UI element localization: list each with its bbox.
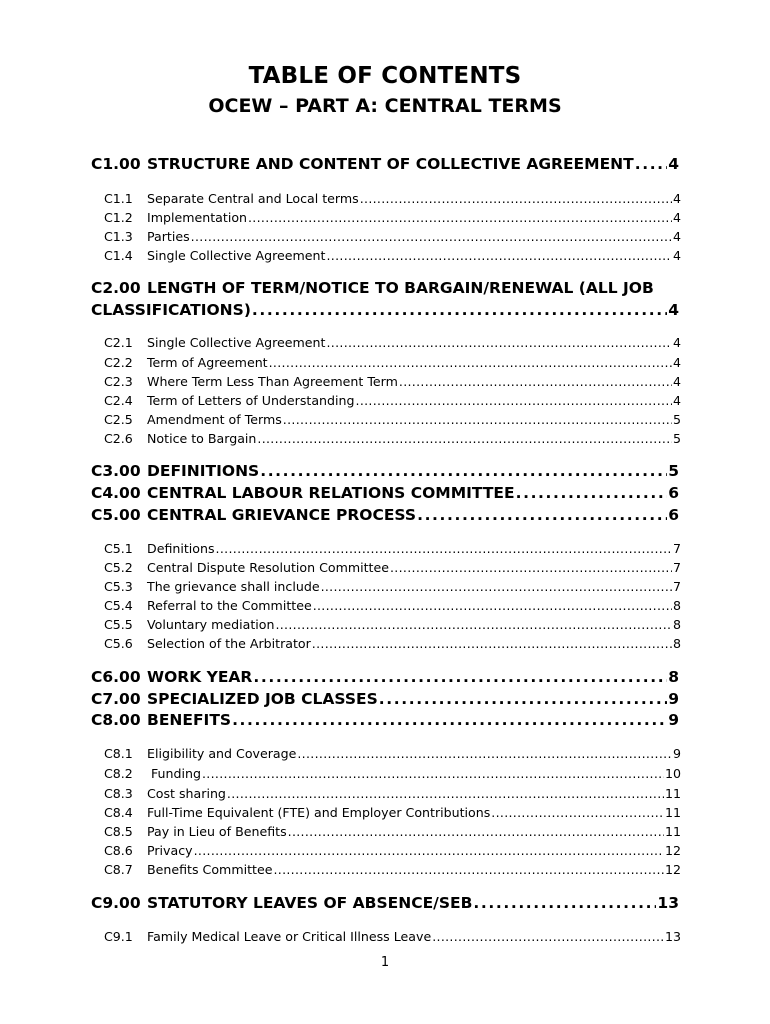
item-page: 12 — [664, 843, 681, 858]
dot-leader — [216, 539, 672, 558]
page-number: 1 — [380, 955, 390, 970]
toc-item[interactable] — [104, 333, 681, 352]
item-number: C1.2 — [104, 210, 133, 225]
toc-item[interactable] — [104, 860, 681, 879]
section-number: C9.00 — [91, 894, 141, 912]
toc-item[interactable] — [104, 927, 681, 946]
item-number: C8.5 — [104, 824, 133, 839]
dot-leader — [516, 482, 668, 504]
section-title: DEFINITIONS — [147, 462, 260, 480]
item-title: Implementation — [147, 210, 247, 225]
item-title: The grievance shall include — [147, 579, 320, 594]
dot-leader — [399, 372, 672, 391]
item-number: C2.5 — [104, 412, 133, 427]
toc-item[interactable] — [104, 372, 681, 391]
item-page: 13 — [664, 929, 681, 944]
item-title: Amendment of Terms — [147, 412, 282, 427]
section-number: C4.00 — [91, 484, 141, 502]
document-subtitle: OCEW – PART A: CENTRAL TERMS — [208, 95, 562, 117]
section-title: STRUCTURE AND CONTENT OF COLLECTIVE AGREEMENT — [147, 155, 634, 173]
toc-item[interactable] — [104, 227, 681, 246]
item-page: 7 — [672, 541, 681, 556]
item-title: Single Collective Agreement — [147, 335, 326, 350]
section-title: BENEFITS — [147, 711, 232, 729]
toc-item[interactable] — [104, 429, 681, 448]
item-title: Term of Letters of Understanding — [147, 393, 355, 408]
item-page: 4 — [672, 210, 681, 225]
item-page: 5 — [672, 412, 681, 427]
dot-leader — [360, 189, 672, 208]
item-page: 11 — [664, 786, 681, 801]
item-page: 8 — [672, 617, 681, 632]
item-title: Privacy — [147, 843, 193, 858]
dot-leader — [275, 615, 672, 634]
item-page: 4 — [672, 374, 681, 389]
toc-item[interactable] — [104, 822, 681, 841]
item-title: Eligibility and Coverage — [147, 746, 297, 761]
item-page: 11 — [664, 824, 681, 839]
dot-leader — [248, 208, 672, 227]
item-page: 7 — [672, 579, 681, 594]
item-title: Pay in Lieu of Benefits — [147, 824, 287, 839]
item-title: Definitions — [147, 541, 215, 556]
item-number: C8.3 — [104, 786, 133, 801]
section-page: 8 — [668, 668, 679, 686]
toc-item[interactable] — [104, 246, 681, 265]
dot-leader — [491, 803, 664, 822]
item-title: Separate Central and Local terms — [147, 191, 359, 206]
section-number: C8.00 — [91, 711, 141, 729]
toc-item[interactable] — [104, 208, 681, 227]
item-title: Where Term Less Than Agreement Term — [147, 374, 398, 389]
item-number: C8.7 — [104, 862, 133, 877]
dot-leader — [417, 504, 667, 526]
item-number: C5.2 — [104, 560, 133, 575]
item-title: Selection of the Arbitrator — [147, 636, 311, 651]
toc-item[interactable] — [104, 391, 681, 410]
item-page: 8 — [672, 598, 681, 613]
toc-section-c8[interactable] — [91, 709, 679, 731]
item-number: C8.4 — [104, 805, 133, 820]
item-title: Parties — [147, 229, 190, 244]
item-number: C1.4 — [104, 248, 133, 263]
item-number: C5.5 — [104, 617, 133, 632]
dot-leader — [312, 634, 672, 653]
section-number: C1.00 — [91, 155, 141, 173]
item-page: 11 — [664, 805, 681, 820]
dot-leader — [326, 246, 672, 265]
section-number: C6.00 — [91, 668, 141, 686]
section-page: 6 — [668, 506, 679, 524]
toc-item[interactable] — [104, 539, 681, 558]
dot-leader — [321, 577, 672, 596]
item-number: C1.1 — [104, 191, 133, 206]
toc-item[interactable] — [104, 558, 681, 577]
item-page: 4 — [672, 355, 681, 370]
dot-leader — [473, 892, 656, 914]
item-title: Term of Agreement — [147, 355, 268, 370]
item-title: Funding — [147, 766, 201, 781]
dot-leader — [202, 764, 664, 783]
item-page: 4 — [672, 393, 681, 408]
toc-item[interactable] — [104, 615, 681, 634]
dot-leader — [356, 391, 672, 410]
section-number: C2.00 — [91, 279, 141, 297]
item-page: 4 — [672, 229, 681, 244]
section-page: 9 — [668, 711, 679, 729]
section-page: 9 — [668, 690, 679, 708]
item-number: C2.2 — [104, 355, 133, 370]
toc-item[interactable] — [104, 841, 681, 860]
section-title-continued: CLASSIFICATIONS) — [91, 301, 251, 319]
section-page: 5 — [668, 462, 679, 480]
item-number: C1.3 — [104, 229, 133, 244]
item-page: 7 — [672, 560, 681, 575]
item-page: 8 — [672, 636, 681, 651]
toc-section-c7[interactable] — [91, 688, 679, 710]
toc-section-c1[interactable] — [91, 153, 679, 175]
section-page: 4 — [668, 301, 679, 319]
dot-leader — [432, 927, 664, 946]
dot-leader — [283, 410, 672, 429]
toc-item[interactable] — [104, 803, 681, 822]
toc-item[interactable] — [104, 577, 681, 596]
item-title: Cost sharing — [147, 786, 226, 801]
item-number: C2.4 — [104, 393, 133, 408]
item-number: C5.6 — [104, 636, 133, 651]
dot-leader — [253, 666, 667, 688]
dot-leader — [273, 860, 664, 879]
item-number: C5.4 — [104, 598, 133, 613]
toc-item[interactable] — [104, 784, 681, 803]
dot-leader — [390, 558, 672, 577]
item-title: Benefits Committee — [147, 862, 273, 877]
document-title: TABLE OF CONTENTS — [248, 63, 522, 89]
item-title: Central Dispute Resolution Committee — [147, 560, 389, 575]
item-title: Full-Time Equivalent (FTE) and Employer Contributions — [147, 805, 491, 820]
dot-leader — [635, 153, 667, 175]
toc-item[interactable] — [104, 353, 681, 372]
section-title: LENGTH OF TERM/NOTICE TO BARGAIN/RENEWAL (ALL JOB — [147, 279, 654, 297]
section-number: C7.00 — [91, 690, 141, 708]
section-title: CENTRAL GRIEVANCE PROCESS — [147, 506, 417, 524]
section-page: 4 — [668, 155, 679, 173]
section-number: C5.00 — [91, 506, 141, 524]
item-number: C5.3 — [104, 579, 133, 594]
item-page: 9 — [672, 746, 681, 761]
item-number: C8.1 — [104, 746, 133, 761]
dot-leader — [191, 227, 672, 246]
dot-leader — [227, 784, 664, 803]
dot-leader — [260, 460, 667, 482]
item-number: C8.2 — [104, 766, 133, 781]
section-page: 6 — [668, 484, 679, 502]
toc-item[interactable] — [104, 410, 681, 429]
toc-section-c9[interactable] — [91, 892, 679, 914]
dot-leader — [194, 841, 664, 860]
toc-item[interactable] — [104, 764, 681, 783]
dot-leader — [313, 596, 672, 615]
toc-section-c2-line1[interactable] — [91, 277, 654, 299]
toc-section-c6[interactable] — [91, 666, 679, 688]
section-title: WORK YEAR — [147, 668, 253, 686]
dot-leader — [232, 709, 667, 731]
item-number: C2.3 — [104, 374, 133, 389]
toc-section-c2-line2[interactable] — [91, 299, 679, 321]
toc-item[interactable] — [104, 189, 681, 208]
item-page: 12 — [664, 862, 681, 877]
dot-leader — [297, 744, 672, 763]
toc-section-c4[interactable] — [91, 482, 679, 504]
section-page: 13 — [657, 894, 679, 912]
item-page: 4 — [672, 248, 681, 263]
dot-leader — [379, 688, 667, 710]
item-number: C9.1 — [104, 929, 133, 944]
item-title: Voluntary mediation — [147, 617, 275, 632]
item-page: 10 — [664, 766, 681, 781]
item-page: 4 — [672, 191, 681, 206]
toc-section-c3[interactable] — [91, 460, 679, 482]
item-title: Single Collective Agreement — [147, 248, 326, 263]
item-page: 5 — [672, 431, 681, 446]
dot-leader — [326, 333, 672, 352]
toc-item[interactable] — [104, 596, 681, 615]
item-number: C5.1 — [104, 541, 133, 556]
item-title: Notice to Bargain — [147, 431, 257, 446]
dot-leader — [257, 429, 672, 448]
item-title: Family Medical Leave or Critical Illness Leave — [147, 929, 432, 944]
item-number: C8.6 — [104, 843, 133, 858]
toc-item[interactable] — [104, 634, 681, 653]
section-title: STATUTORY LEAVES OF ABSENCE/SEB — [147, 894, 473, 912]
section-title: SPECIALIZED JOB CLASSES — [147, 690, 378, 708]
section-title: CENTRAL LABOUR RELATIONS COMMITTEE — [147, 484, 515, 502]
item-title: Referral to the Committee — [147, 598, 312, 613]
toc-item[interactable] — [104, 744, 681, 763]
section-number: C3.00 — [91, 462, 141, 480]
item-number: C2.6 — [104, 431, 133, 446]
dot-leader — [252, 299, 667, 321]
item-page: 4 — [672, 335, 681, 350]
item-number: C2.1 — [104, 335, 133, 350]
toc-section-c5[interactable] — [91, 504, 679, 526]
dot-leader — [288, 822, 664, 841]
dot-leader — [269, 353, 672, 372]
